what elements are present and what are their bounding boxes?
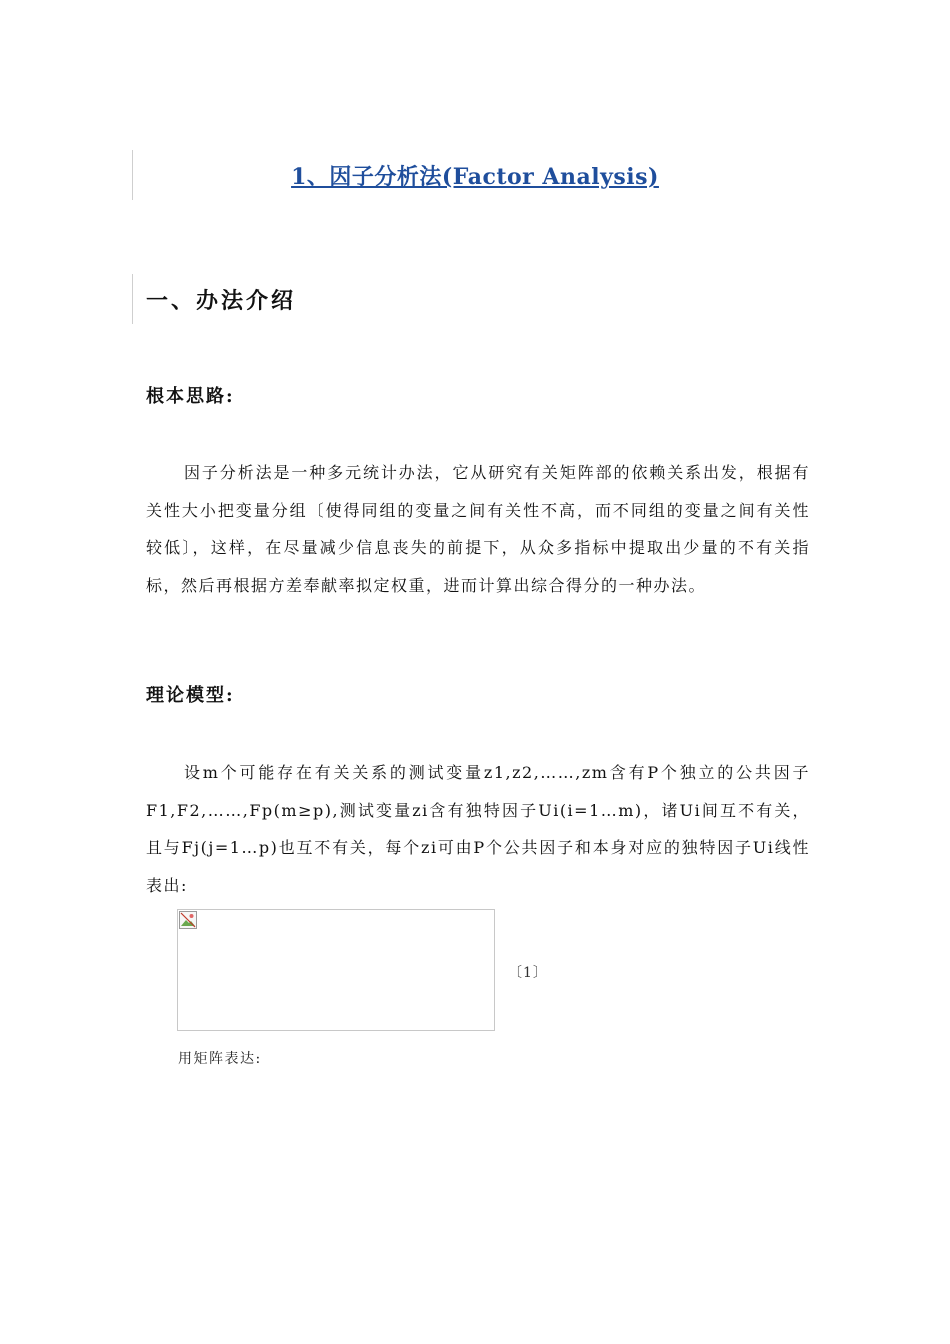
formula-image-placeholder	[177, 909, 495, 1031]
equation-number: 〔1〕	[508, 965, 548, 981]
document-title: 1、因子分析法(Factor Analysis)	[291, 164, 659, 190]
title-margin-bar	[132, 150, 133, 200]
section-heading: 一、办法介绍	[146, 288, 297, 314]
subsection-heading-basic-idea: 根本思路:	[146, 386, 235, 407]
heading-margin-bar	[132, 274, 133, 324]
broken-image-icon	[179, 911, 197, 929]
paragraph-theory-model: 设m个可能存在有关关系的测试变量z1,z2,……,zm含有P个独立的公共因子F1,F2,……,Fp(m≥p),测试变量zi含有独特因子Ui(i=1…m)，诸Ui间互不有关，且与Fj(j=1…p)也互不有关，每个zi可由P个公共因子和本身对应的独特因子Ui线性表出:	[146, 763, 810, 895]
paragraph-basic-idea: 因子分析法是一种多元统计办法，它从研究有关矩阵部的依赖关系出发，根据有关性大小把变量分组〔使得同组的变量之间有关性不高，而不同组的变量之间有关性较低〕，这样，在尽量减少信息丧失的前提下，从众多指标中提取出少量的不有关指标，然后再根据方差奉献率拟定权重，进而计算出综合得分的一种办法。	[146, 463, 810, 595]
matrix-caption: 用矩阵表达:	[178, 1051, 262, 1067]
subsection-heading-theory-model: 理论模型:	[146, 685, 235, 706]
